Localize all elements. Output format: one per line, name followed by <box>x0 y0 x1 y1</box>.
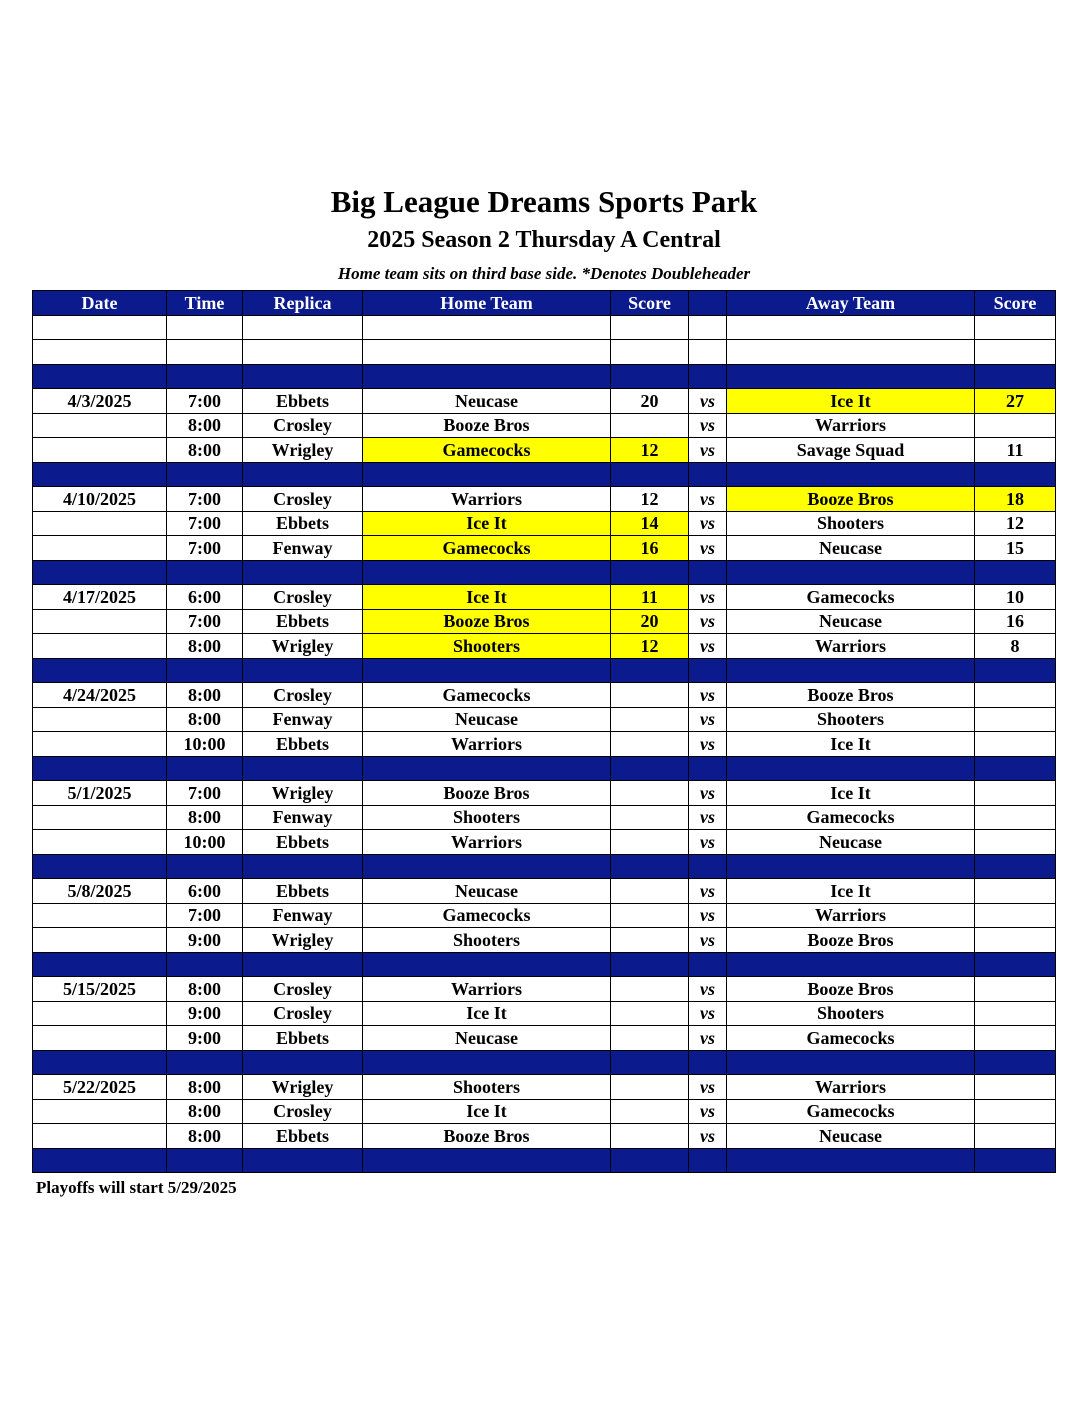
home-score <box>611 707 689 732</box>
game-date: 5/8/2025 <box>33 879 167 904</box>
playoffs-note: Playoffs will start 5/29/2025 <box>36 1178 237 1197</box>
col-header-date: Date <box>33 291 167 316</box>
game-field: Fenway <box>243 707 363 732</box>
game-row <box>33 511 1056 536</box>
blank-row <box>33 315 1056 340</box>
game-row <box>33 634 1056 659</box>
week-separator-row <box>33 952 1056 977</box>
game-time: 7:00 <box>167 487 243 512</box>
game-field: Crosley <box>243 1099 363 1124</box>
col-header-home-team: Home Team <box>363 291 611 316</box>
home-team: Neucase <box>363 1026 611 1051</box>
col-header-vs <box>689 291 727 316</box>
away-score <box>975 781 1056 806</box>
game-date <box>33 536 167 561</box>
vs-label: vs <box>689 585 727 610</box>
away-team: Booze Bros <box>727 977 975 1002</box>
game-date <box>33 830 167 855</box>
vs-label: vs <box>689 1001 727 1026</box>
vs-label: vs <box>689 683 727 708</box>
away-score: 15 <box>975 536 1056 561</box>
game-field: Crosley <box>243 1001 363 1026</box>
game-field: Ebbets <box>243 732 363 757</box>
vs-label: vs <box>689 830 727 855</box>
header-row <box>33 291 1056 316</box>
game-row <box>33 805 1056 830</box>
vs-label: vs <box>689 707 727 732</box>
home-team: Shooters <box>363 805 611 830</box>
game-field: Fenway <box>243 903 363 928</box>
game-date <box>33 438 167 463</box>
page-subtitle: 2025 Season 2 Thursday A Central <box>367 227 721 253</box>
away-score: 12 <box>975 511 1056 536</box>
game-time: 10:00 <box>167 830 243 855</box>
home-score: 20 <box>611 389 689 414</box>
away-score: 18 <box>975 487 1056 512</box>
week-separator-row <box>33 658 1056 683</box>
week-separator-row <box>33 1148 1056 1173</box>
game-time: 8:00 <box>167 805 243 830</box>
away-score: 16 <box>975 609 1056 634</box>
game-row <box>33 389 1056 414</box>
game-date: 4/24/2025 <box>33 683 167 708</box>
away-score <box>975 413 1056 438</box>
home-team: Ice It <box>363 1001 611 1026</box>
vs-label: vs <box>689 536 727 561</box>
game-row <box>33 1075 1056 1100</box>
game-date <box>33 413 167 438</box>
away-score <box>975 1001 1056 1026</box>
home-team: Booze Bros <box>363 413 611 438</box>
home-score <box>611 1026 689 1051</box>
home-team: Warriors <box>363 830 611 855</box>
away-score <box>975 805 1056 830</box>
vs-label: vs <box>689 805 727 830</box>
game-field: Crosley <box>243 487 363 512</box>
col-header-home-score: Score <box>611 291 689 316</box>
game-time: 8:00 <box>167 683 243 708</box>
game-date: 5/15/2025 <box>33 977 167 1002</box>
away-score <box>975 1026 1056 1051</box>
game-row <box>33 413 1056 438</box>
home-score <box>611 977 689 1002</box>
away-team: Shooters <box>727 511 975 536</box>
game-row <box>33 487 1056 512</box>
game-row <box>33 781 1056 806</box>
game-row <box>33 903 1056 928</box>
game-date <box>33 1001 167 1026</box>
week-separator-row <box>33 756 1056 781</box>
game-row <box>33 1001 1056 1026</box>
game-date <box>33 903 167 928</box>
away-score: 27 <box>975 389 1056 414</box>
game-time: 10:00 <box>167 732 243 757</box>
game-date <box>33 805 167 830</box>
away-score <box>975 1124 1056 1149</box>
away-score <box>975 977 1056 1002</box>
game-date: 4/10/2025 <box>33 487 167 512</box>
game-row <box>33 879 1056 904</box>
vs-label: vs <box>689 438 727 463</box>
home-score: 14 <box>611 511 689 536</box>
vs-label: vs <box>689 1099 727 1124</box>
game-field: Crosley <box>243 977 363 1002</box>
home-score: 16 <box>611 536 689 561</box>
vs-label: vs <box>689 1075 727 1100</box>
game-time: 8:00 <box>167 1075 243 1100</box>
game-row <box>33 928 1056 953</box>
home-team: Shooters <box>363 928 611 953</box>
home-team: Neucase <box>363 879 611 904</box>
vs-label: vs <box>689 928 727 953</box>
away-score <box>975 928 1056 953</box>
home-team: Booze Bros <box>363 609 611 634</box>
vs-label: vs <box>689 634 727 659</box>
game-date <box>33 511 167 536</box>
game-time: 8:00 <box>167 1099 243 1124</box>
away-team: Ice It <box>727 732 975 757</box>
vs-label: vs <box>689 977 727 1002</box>
game-date <box>33 1124 167 1149</box>
home-team: Ice It <box>363 1099 611 1124</box>
game-time: 8:00 <box>167 707 243 732</box>
game-row <box>33 830 1056 855</box>
game-row <box>33 536 1056 561</box>
game-field: Ebbets <box>243 879 363 904</box>
game-row <box>33 1099 1056 1124</box>
schedule-body <box>33 315 1056 1173</box>
home-score <box>611 830 689 855</box>
away-team: Warriors <box>727 903 975 928</box>
away-team: Savage Squad <box>727 438 975 463</box>
away-team: Shooters <box>727 1001 975 1026</box>
home-score <box>611 1099 689 1124</box>
col-header-time: Time <box>167 291 243 316</box>
away-team: Shooters <box>727 707 975 732</box>
away-score: 10 <box>975 585 1056 610</box>
game-row <box>33 1124 1056 1149</box>
game-time: 8:00 <box>167 634 243 659</box>
away-team: Neucase <box>727 830 975 855</box>
col-header-replica: Replica <box>243 291 363 316</box>
vs-label: vs <box>689 413 727 438</box>
home-team: Ice It <box>363 585 611 610</box>
away-team: Gamecocks <box>727 805 975 830</box>
game-time: 7:00 <box>167 511 243 536</box>
home-team: Gamecocks <box>363 438 611 463</box>
home-team: Booze Bros <box>363 781 611 806</box>
vs-label: vs <box>689 511 727 536</box>
home-score: 11 <box>611 585 689 610</box>
home-score: 12 <box>611 634 689 659</box>
home-score <box>611 1075 689 1100</box>
home-team: Shooters <box>363 634 611 659</box>
home-team: Warriors <box>363 977 611 1002</box>
away-team: Neucase <box>727 609 975 634</box>
game-field: Wrigley <box>243 634 363 659</box>
game-time: 7:00 <box>167 781 243 806</box>
home-score <box>611 413 689 438</box>
game-time: 7:00 <box>167 609 243 634</box>
game-row <box>33 585 1056 610</box>
game-field: Ebbets <box>243 1124 363 1149</box>
game-date <box>33 707 167 732</box>
game-time: 8:00 <box>167 413 243 438</box>
game-time: 9:00 <box>167 928 243 953</box>
week-separator-row <box>33 364 1056 389</box>
away-score <box>975 903 1056 928</box>
game-field: Ebbets <box>243 609 363 634</box>
home-score <box>611 781 689 806</box>
away-team: Booze Bros <box>727 487 975 512</box>
game-field: Wrigley <box>243 928 363 953</box>
home-team: Booze Bros <box>363 1124 611 1149</box>
away-team: Booze Bros <box>727 928 975 953</box>
game-time: 8:00 <box>167 438 243 463</box>
home-score: 12 <box>611 438 689 463</box>
game-field: Wrigley <box>243 1075 363 1100</box>
game-row <box>33 977 1056 1002</box>
home-score <box>611 928 689 953</box>
game-field: Ebbets <box>243 830 363 855</box>
week-separator-row <box>33 560 1056 585</box>
game-field: Ebbets <box>243 1026 363 1051</box>
col-header-away-score: Score <box>975 291 1056 316</box>
week-separator-row <box>33 854 1056 879</box>
away-score <box>975 1075 1056 1100</box>
vs-label: vs <box>689 1124 727 1149</box>
vs-label: vs <box>689 879 727 904</box>
game-time: 6:00 <box>167 879 243 904</box>
home-score: 20 <box>611 609 689 634</box>
away-team: Gamecocks <box>727 585 975 610</box>
home-team: Gamecocks <box>363 903 611 928</box>
game-field: Crosley <box>243 585 363 610</box>
home-team: Ice It <box>363 511 611 536</box>
game-date: 5/22/2025 <box>33 1075 167 1100</box>
away-team: Neucase <box>727 1124 975 1149</box>
home-score <box>611 805 689 830</box>
col-header-away-team: Away Team <box>727 291 975 316</box>
game-time: 7:00 <box>167 536 243 561</box>
home-score <box>611 1124 689 1149</box>
home-score <box>611 732 689 757</box>
game-row <box>33 609 1056 634</box>
vs-label: vs <box>689 609 727 634</box>
home-score: 12 <box>611 487 689 512</box>
away-score <box>975 1099 1056 1124</box>
away-score <box>975 707 1056 732</box>
game-field: Ebbets <box>243 511 363 536</box>
away-team: Ice It <box>727 781 975 806</box>
away-score <box>975 879 1056 904</box>
home-team: Gamecocks <box>363 683 611 708</box>
home-team: Neucase <box>363 707 611 732</box>
game-time: 9:00 <box>167 1001 243 1026</box>
away-team: Warriors <box>727 634 975 659</box>
week-separator-row <box>33 462 1056 487</box>
week-separator-row <box>33 1050 1056 1075</box>
away-score: 8 <box>975 634 1056 659</box>
away-team: Booze Bros <box>727 683 975 708</box>
home-team: Gamecocks <box>363 536 611 561</box>
schedule-table <box>32 290 1056 1173</box>
game-field: Ebbets <box>243 389 363 414</box>
game-row <box>33 732 1056 757</box>
home-team: Neucase <box>363 389 611 414</box>
blank-row <box>33 340 1056 365</box>
game-time: 7:00 <box>167 389 243 414</box>
away-score: 11 <box>975 438 1056 463</box>
game-date <box>33 609 167 634</box>
game-date: 4/17/2025 <box>33 585 167 610</box>
game-date: 5/1/2025 <box>33 781 167 806</box>
game-field: Fenway <box>243 805 363 830</box>
vs-label: vs <box>689 487 727 512</box>
home-team: Shooters <box>363 1075 611 1100</box>
game-field: Crosley <box>243 413 363 438</box>
game-date <box>33 732 167 757</box>
vs-label: vs <box>689 781 727 806</box>
game-time: 7:00 <box>167 903 243 928</box>
game-date: 4/3/2025 <box>33 389 167 414</box>
game-date <box>33 1099 167 1124</box>
game-field: Crosley <box>243 683 363 708</box>
away-team: Warriors <box>727 413 975 438</box>
away-team: Ice It <box>727 389 975 414</box>
game-date <box>33 634 167 659</box>
game-time: 9:00 <box>167 1026 243 1051</box>
home-score <box>611 879 689 904</box>
game-time: 6:00 <box>167 585 243 610</box>
game-date <box>33 928 167 953</box>
page-title: Big League Dreams Sports Park <box>330 184 758 219</box>
game-field: Fenway <box>243 536 363 561</box>
game-row <box>33 438 1056 463</box>
game-date <box>33 1026 167 1051</box>
game-time: 8:00 <box>167 977 243 1002</box>
game-row <box>33 707 1056 732</box>
game-field: Wrigley <box>243 781 363 806</box>
vs-label: vs <box>689 1026 727 1051</box>
game-row <box>33 683 1056 708</box>
home-score <box>611 903 689 928</box>
home-team: Warriors <box>363 732 611 757</box>
away-team: Gamecocks <box>727 1099 975 1124</box>
game-field: Wrigley <box>243 438 363 463</box>
home-team: Warriors <box>363 487 611 512</box>
away-score <box>975 830 1056 855</box>
away-score <box>975 683 1056 708</box>
away-team: Ice It <box>727 879 975 904</box>
vs-label: vs <box>689 732 727 757</box>
away-team: Warriors <box>727 1075 975 1100</box>
vs-label: vs <box>689 903 727 928</box>
away-team: Gamecocks <box>727 1026 975 1051</box>
home-score <box>611 683 689 708</box>
vs-label: vs <box>689 389 727 414</box>
schedule-note: Home team sits on third base side. *Denotes Doubleheader <box>337 264 751 283</box>
away-score <box>975 732 1056 757</box>
home-score <box>611 1001 689 1026</box>
away-team: Neucase <box>727 536 975 561</box>
game-row <box>33 1026 1056 1051</box>
game-time: 8:00 <box>167 1124 243 1149</box>
